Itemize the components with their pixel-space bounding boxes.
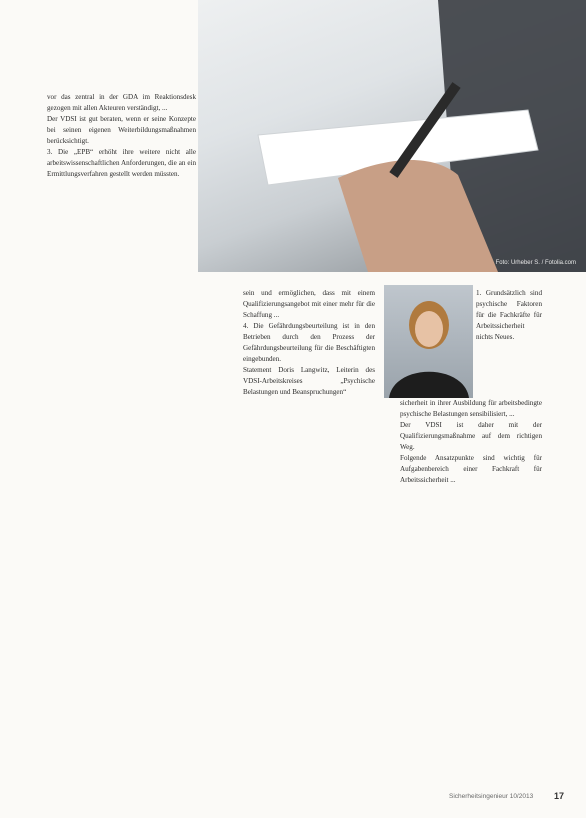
photo-credit: Foto: Urheber S. / Fotolia.com [495,260,576,266]
column-3 [400,398,542,486]
portrait-side-text: 1. Grundsätzlich sind psychische Faktoren für die Fachkräfte für Arbeitssicherheit nichts Neues. [476,289,542,341]
handshake-clipboard-illustration [198,0,586,272]
author-portrait [384,285,473,398]
header-photo [198,0,586,272]
paragraph: Folgende Ansatzpunkte sind wichtig für Aufgabenbereich einer Fachkraft für Arbeitssicherheit ... [400,453,542,484]
paragraph: sicherheit in ihrer Ausbildung für arbeitsbedingte psychische Belastungen sensibilisiert, ... [400,399,542,418]
paragraph: sein und ermöglichen, dass mit einem Qualifizierungsangebot mit einer mehr für die Schaffung ... [243,289,375,319]
paragraph: Der VDSI ist daher mit der Qualifizierungsmaßnahme auf dem richtigen Weg. [400,420,542,451]
statement-caption: Statement Doris Langwitz, Leiterin des VDSI-Arbeitskreises „Psychische Belastungen und Beanspruchungen“ [243,365,375,396]
column-1 [47,92,196,180]
publication-footer: Sicherheitsingenieur 10/2013 [449,793,534,800]
woman-portrait-illustration [384,285,473,398]
column-2 [243,288,375,398]
page-number: 17 [554,791,565,801]
paragraph: vor das zentral in der GDA im Reaktionsdesk gezogen mit allen Akteuren verständigt, ... [47,93,196,112]
paragraph: 3. Die „EPB“ erhöht ihre weitere nicht alle arbeitswissenschaftlichen Anforderungen, die an ein Ermittlungsverfahren gestellt werden müssten. [47,147,196,178]
paragraph: 4. Die Gefährdungsbeurteilung ist in den Betrieben durch den Prozess der Gefährdungsbeurteilung für die Beschäftigten eingebunden. [243,321,375,363]
paragraph: Der VDSI ist gut beraten, wenn er seine Konzepte bei seinen eigenen Weiterbildungsmaßnahmen berücksichtigt. [47,114,196,145]
